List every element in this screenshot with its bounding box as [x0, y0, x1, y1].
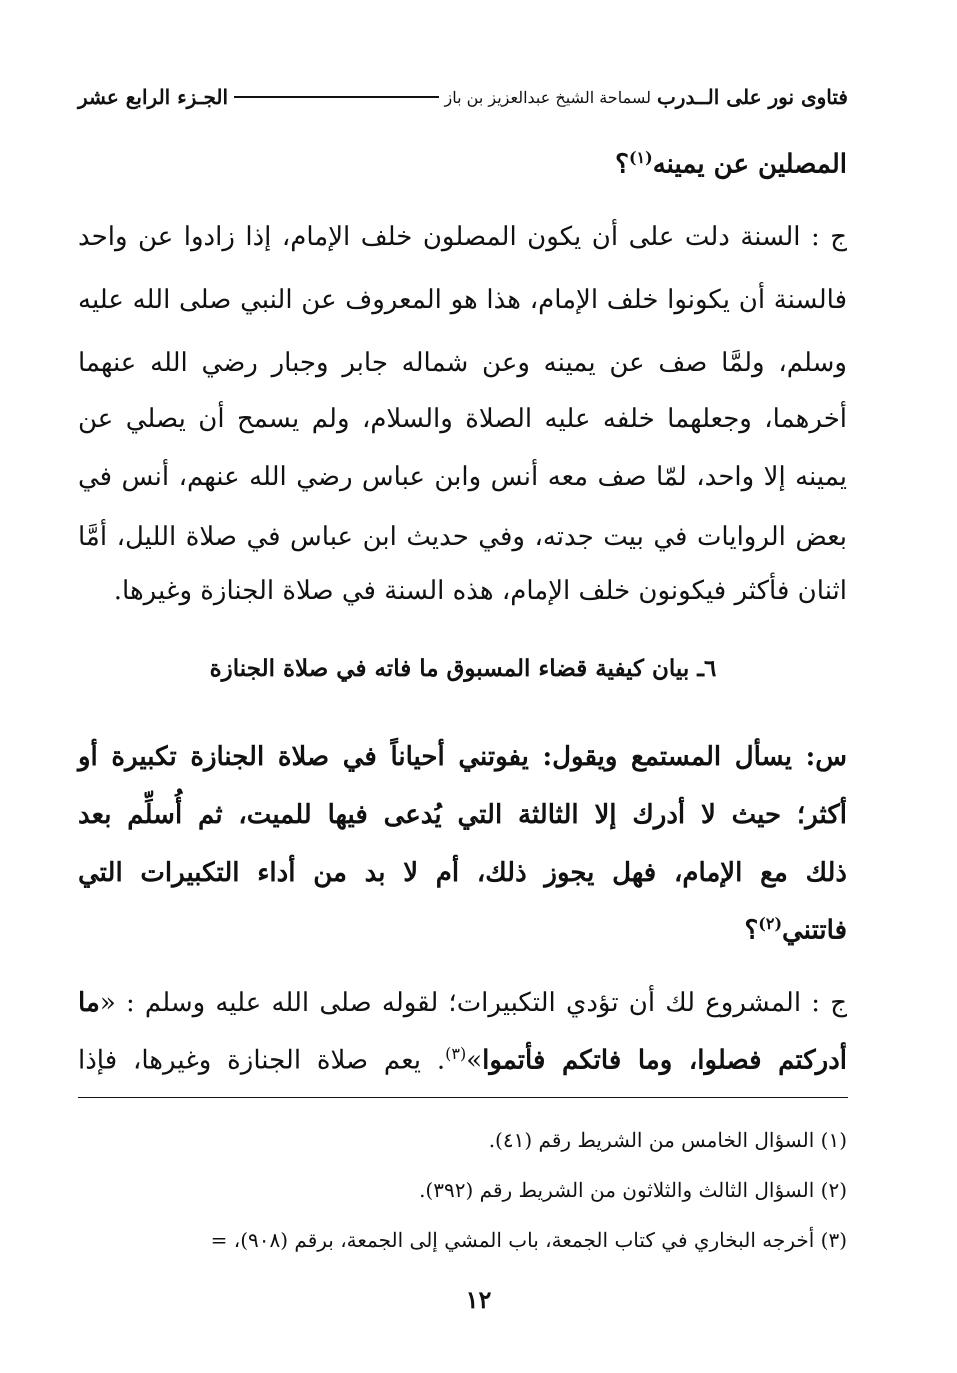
footnote-marker: (٢): [758, 914, 783, 933]
volume-part: الجـزء الرابع عشر: [78, 85, 229, 109]
question-text: فاتتني: [782, 915, 847, 946]
footnote-marker: (٣): [445, 1044, 467, 1063]
answer-text: . يعم صلاة الجنازة وغيرها، فإذا: [78, 1045, 446, 1076]
book-title: فتاوى نور على الــدرب: [656, 85, 848, 109]
question-line: أكثر؛ حيث لا أدرك إلا الثالثة التي يُدعى فيها للميت، ثم أُسلِّم بعد: [78, 800, 847, 830]
question-line-end: [744, 916, 847, 944]
answer-line: بعض الروايات في بيت جدته، وفي حديث ابن عباس في صلاة الليل، أمَّا: [78, 522, 847, 552]
question-mark: ؟: [615, 149, 629, 180]
answer-text: ج : المشروع لك أن تؤدي التكبيرات؛ لقوله صلى الله عليه وسلم : «: [99, 988, 847, 1018]
answer-line: [78, 1044, 847, 1076]
footnote: (٣) أخرجه البخاري في كتاب الجمعة، باب المشي إلى الجمعة، برقم (٩٠٨)، =: [210, 1228, 847, 1252]
answer-line: فالسنة أن يكونوا خلف الإمام، هذا هو المعروف عن النبي صلى الله عليه: [78, 285, 847, 315]
author-line: لسماحة الشيخ عبدالعزيز بن باز: [444, 87, 651, 107]
header-rule: [234, 96, 438, 98]
footnote-marker: (١): [628, 148, 653, 167]
answer-line: اثنان فأكثر فيكونون خلف الإمام، هذه السنة في صلاة الجنازة وغيرها.: [113, 576, 847, 606]
quote-close: »: [466, 1045, 483, 1076]
page-number: ١٢: [465, 1285, 492, 1314]
footnote: (١) السؤال الخامس من الشريط رقم (٤١).: [488, 1128, 847, 1152]
footnote: (٢) السؤال الثالث والثلاثون من الشريط رقم (٣٩٢).: [419, 1178, 847, 1202]
section-heading: ٦ـ بيان كيفية قضاء المسبوق ما فاته في صلاة الجنازة: [209, 655, 717, 682]
running-header: [78, 80, 848, 114]
question-line: ذلك مع الإمام، فهل يجوز ذلك، أم لا بد من أداء التكبيرات التي: [78, 858, 847, 888]
footnote-separator: [78, 1097, 848, 1098]
answer-line: أخرهما، وجعلهما خلفه عليه الصلاة والسلام، ولم يسمح أن يصلي عن: [78, 404, 847, 434]
answer-line: وسلم، ولمَّا صف عن يمينه وعن شماله جابر وجبار رضي الله عنهما: [78, 348, 847, 378]
answer-line: يمينه إلا واحد، لمّا صف معه أنس وابن عباس رضي الله عنهم، أنس في: [78, 462, 847, 492]
hadith-text: أدركتم فصلوا، وما فاتكم فأتموا: [482, 1045, 848, 1076]
question-mark: ؟: [744, 915, 759, 946]
question-line: س: يسأل المستمع ويقول: يفوتني أحياناً في صلاة الجنازة تكبيرة أو: [78, 742, 847, 772]
answer-line: [78, 988, 847, 1018]
answer-line: ج : السنة دلت على أن يكون المصلون خلف الإمام، إذا زادوا عن واحد: [78, 222, 847, 252]
question-text: المصلين عن يمينه: [652, 149, 847, 180]
question-continuation: [615, 150, 847, 178]
hadith-text: ما: [78, 988, 100, 1018]
